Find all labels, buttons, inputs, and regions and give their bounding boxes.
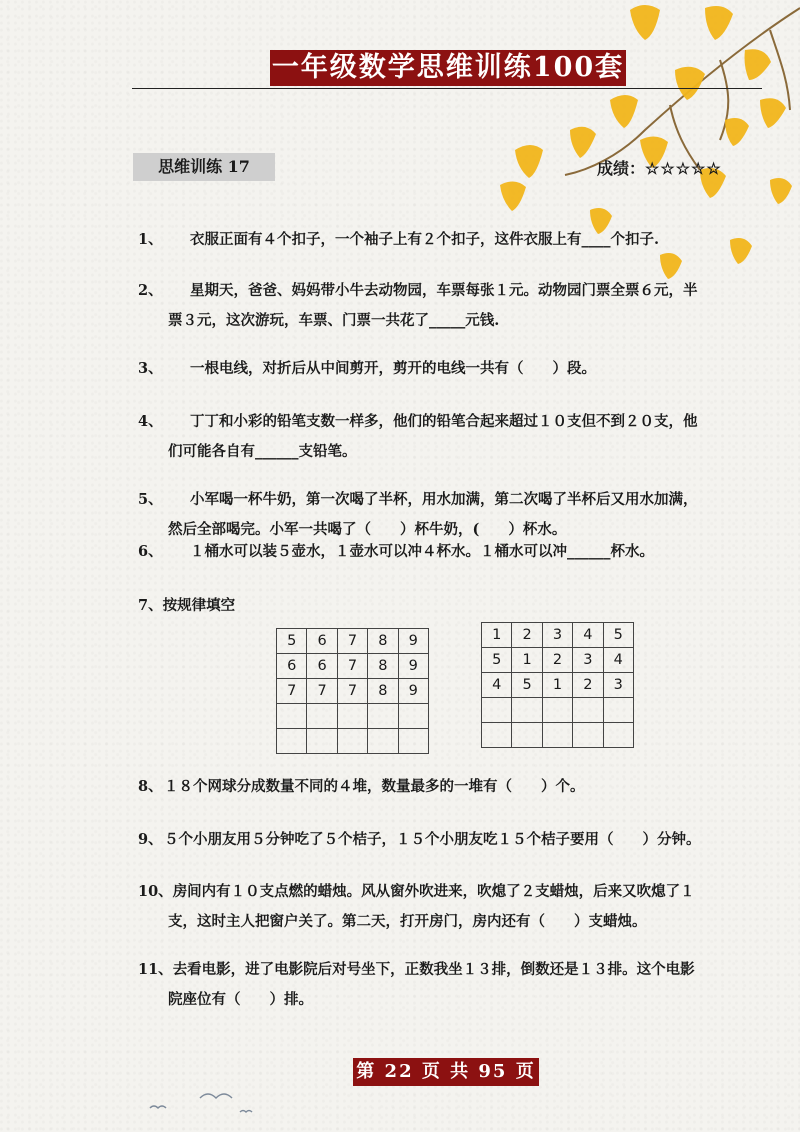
grid-row [482, 648, 634, 673]
question-number: 7、 [138, 597, 163, 614]
grid-cell: 9 [398, 679, 428, 704]
question-text: 一根电线，对折后从中间剪开，剪开的电线一共有（ ）段。 [190, 360, 596, 377]
grid-row [482, 673, 634, 698]
question-4 [138, 407, 768, 467]
score-stars: ☆☆☆☆☆ [645, 159, 722, 178]
question-8 [138, 772, 768, 802]
grid-cell: 9 [398, 629, 428, 654]
question-number: 1、 [138, 231, 163, 248]
question-11 [138, 955, 768, 1015]
question-text: 丁丁和小彩的铅笔支数一样多，他们的铅笔合起来超过１０支但不到２０支，他 [190, 413, 698, 430]
question-text-continued: 们可能各自有______支铅笔。 [168, 443, 357, 460]
question-number: 10、 [138, 883, 173, 900]
question-9 [138, 825, 768, 855]
grid-cell [542, 698, 572, 723]
grid-cell: 2 [573, 673, 603, 698]
grid-cell [512, 698, 542, 723]
page-footer: 第 22 页 共 95 页 [353, 1058, 539, 1086]
grid-cell: 1 [482, 623, 512, 648]
pattern-grid-right [481, 622, 634, 748]
grid-cell: 8 [368, 654, 398, 679]
question-number: 11、 [138, 961, 173, 978]
grid-cell: 1 [542, 673, 572, 698]
question-7 [138, 591, 768, 621]
question-text: 衣服正面有４个扣子，一个袖子上有２个扣子，这件衣服上有____个扣子. [190, 231, 660, 248]
grid-row [277, 654, 429, 679]
grid-cell [368, 704, 398, 729]
question-text: 去看电影，进了电影院后对号坐下，正数我坐１３排，倒数还是１３排。这个电影 [172, 961, 695, 978]
question-2 [138, 276, 768, 336]
grid-cell: 7 [307, 679, 337, 704]
grid-cell: 7 [337, 679, 367, 704]
question-text: ５个小朋友用５分钟吃了５个桔子，１５个小朋友吃１５个桔子要用（ ）分钟。 [164, 831, 701, 848]
grid-cell [603, 723, 633, 748]
grid-cell [277, 704, 307, 729]
question-text-continued: 票３元，这次游玩，车票、门票一共花了_____元钱. [168, 312, 500, 329]
question-number: 4、 [138, 413, 163, 430]
grid-row [277, 729, 429, 754]
question-text: １桶水可以装５壶水，１壶水可以冲４杯水。１桶水可以冲______杯水。 [190, 543, 654, 560]
question-6 [138, 537, 768, 567]
grid-cell: 6 [307, 629, 337, 654]
grid-cell: 3 [573, 648, 603, 673]
grid-cell [398, 704, 428, 729]
grid-cell: 5 [512, 673, 542, 698]
grid-cell [337, 729, 367, 754]
grid-cell [482, 698, 512, 723]
grid-cell: 6 [307, 654, 337, 679]
grid-cell: 3 [603, 673, 633, 698]
grid-cell: 5 [277, 629, 307, 654]
score-line [597, 156, 722, 179]
grid-cell: 5 [482, 648, 512, 673]
grid-row [277, 679, 429, 704]
grid-cell: 5 [603, 623, 633, 648]
question-text: １８个网球分成数量不同的４堆，数量最多的一堆有（ ）个。 [164, 778, 585, 795]
grid-cell: 3 [542, 623, 572, 648]
question-text: 按规律填空 [162, 597, 236, 614]
question-5 [138, 485, 768, 545]
grid-row [482, 623, 634, 648]
grid-row [482, 698, 634, 723]
grid-cell: 9 [398, 654, 428, 679]
question-10 [138, 877, 768, 937]
grid-cell [398, 729, 428, 754]
question-number: 8、 [138, 778, 163, 795]
grid-cell: 4 [603, 648, 633, 673]
question-text-continued: 然后全部喝完。小军一共喝了（ ）杯牛奶，( ）杯水。 [168, 521, 567, 538]
grid-cell [277, 729, 307, 754]
title-rule [132, 88, 762, 89]
grid-cell [573, 698, 603, 723]
grid-cell: 4 [573, 623, 603, 648]
pattern-grid-left [276, 628, 429, 754]
grid-cell: 7 [277, 679, 307, 704]
question-number: 9、 [138, 831, 163, 848]
birds-decoration [140, 1080, 340, 1120]
question-text: 星期天，爸爸、妈妈带小牛去动物园，车票每张１元。动物园门票全票６元，半 [190, 282, 698, 299]
grid-cell [573, 723, 603, 748]
document-title: 一年级数学思维训练100套 [270, 50, 626, 86]
grid-cell: 2 [542, 648, 572, 673]
question-text: 房间内有１０支点燃的蜡烛。风从窗外吹进来，吹熄了２支蜡烛，后来又吹熄了１ [172, 883, 695, 900]
grid-cell [482, 723, 512, 748]
question-text: 小军喝一杯牛奶，第一次喝了半杯，用水加满，第二次喝了半杯后又用水加满， [190, 491, 698, 508]
grid-row [277, 704, 429, 729]
question-text-continued: 支，这时主人把窗户关了。第二天，打开房门，房内还有（ ）支蜡烛。 [168, 913, 647, 930]
question-number: 3、 [138, 360, 163, 377]
grid-cell [337, 704, 367, 729]
score-label: 成绩： [597, 159, 646, 178]
title-block [132, 46, 762, 92]
question-number: 5、 [138, 491, 163, 508]
grid-cell: 7 [337, 629, 367, 654]
grid-cell [603, 698, 633, 723]
grid-cell: 8 [368, 629, 398, 654]
question-number: 2、 [138, 282, 163, 299]
grid-cell: 4 [482, 673, 512, 698]
grid-cell [368, 729, 398, 754]
grid-cell: 1 [512, 648, 542, 673]
grid-row [277, 629, 429, 654]
question-3 [138, 354, 768, 384]
grid-cell [307, 704, 337, 729]
section-tag: 思维训练 17 [133, 153, 275, 181]
question-text-continued: 院座位有（ ）排。 [168, 991, 313, 1008]
grid-cell: 2 [512, 623, 542, 648]
grid-cell: 8 [368, 679, 398, 704]
grid-cell: 6 [277, 654, 307, 679]
question-number: 6、 [138, 543, 163, 560]
grid-cell [307, 729, 337, 754]
grid-cell [512, 723, 542, 748]
grid-cell [542, 723, 572, 748]
grid-row [482, 723, 634, 748]
question-1 [138, 225, 768, 255]
grid-cell: 7 [337, 654, 367, 679]
